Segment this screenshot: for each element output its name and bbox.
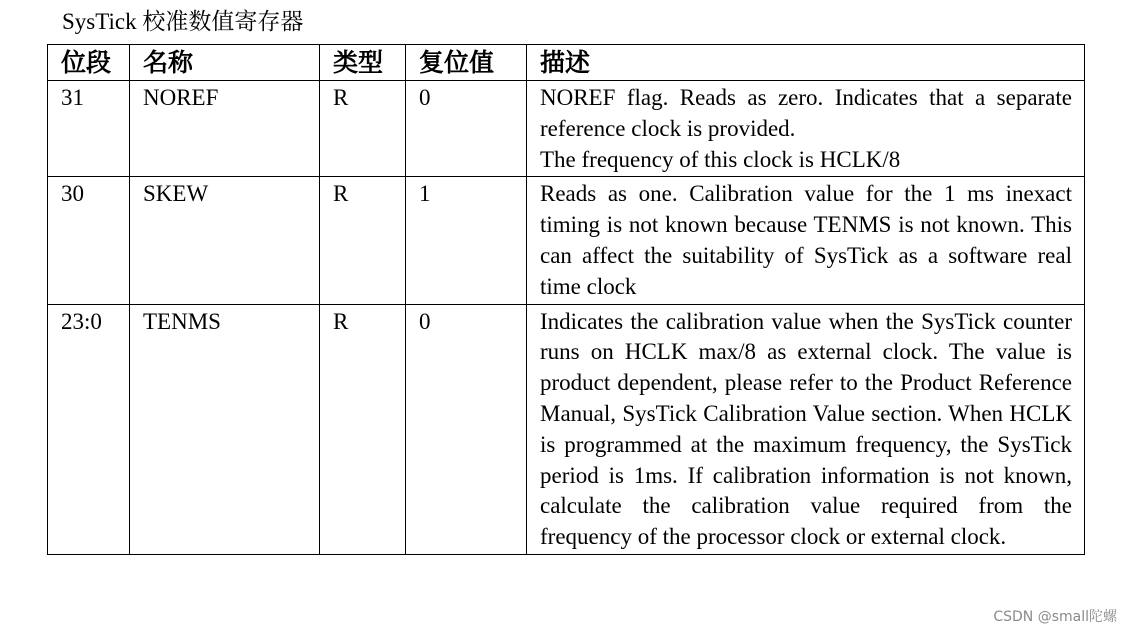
- cell-type: R: [320, 177, 406, 304]
- description-line: Indicates the calibration value when the SysTick counter runs on HCLK max/8 as external clock. The value is product dependent, please refer to the Product Reference Manual, SysTick Calibration Value section. When HCLK is programmed at the maximum frequency, the SysTick period is 1ms. If calibration information is not known, calculate the calibration value required from the frequency of the processor clock or external clock.: [540, 308, 1072, 550]
- cell-type: R: [320, 81, 406, 177]
- table-caption: SysTick 校准数值寄存器: [62, 9, 304, 34]
- cell-name: TENMS: [130, 304, 320, 554]
- header-bits: 位段: [48, 45, 130, 81]
- header-type: 类型: [320, 45, 406, 81]
- cell-name: SKEW: [130, 177, 320, 304]
- table-row: [48, 177, 1085, 304]
- description-line: Reads as one. Calibration value for the 1 ms inexact timing is not known because TENMS is not known. This can affect the suitability of SysTick as a software real time clock: [540, 181, 1072, 299]
- table-header-row: [48, 45, 1085, 81]
- cell-description: [527, 304, 1085, 554]
- cell-description: [527, 81, 1085, 177]
- description-line: NOREF flag. Reads as zero. Indicates that a separate reference clock is provided.: [540, 85, 1072, 141]
- cell-reset: 0: [406, 81, 527, 177]
- cell-bits: 31: [48, 81, 130, 177]
- cell-reset: 1: [406, 177, 527, 304]
- header-reset: 复位值: [406, 45, 527, 81]
- header-name: 名称: [130, 45, 320, 81]
- cell-bits: 30: [48, 177, 130, 304]
- cell-type: R: [320, 304, 406, 554]
- watermark: CSDN @small陀螺: [993, 609, 1117, 625]
- description-line: The frequency of this clock is HCLK/8: [540, 146, 901, 172]
- table-row: [48, 304, 1085, 554]
- cell-name: NOREF: [130, 81, 320, 177]
- cell-bits: 23:0: [48, 304, 130, 554]
- header-description: 描述: [527, 45, 1085, 81]
- cell-reset: 0: [406, 304, 527, 554]
- table-row: [48, 81, 1085, 177]
- cell-description: [527, 177, 1085, 304]
- register-table: [47, 44, 1085, 555]
